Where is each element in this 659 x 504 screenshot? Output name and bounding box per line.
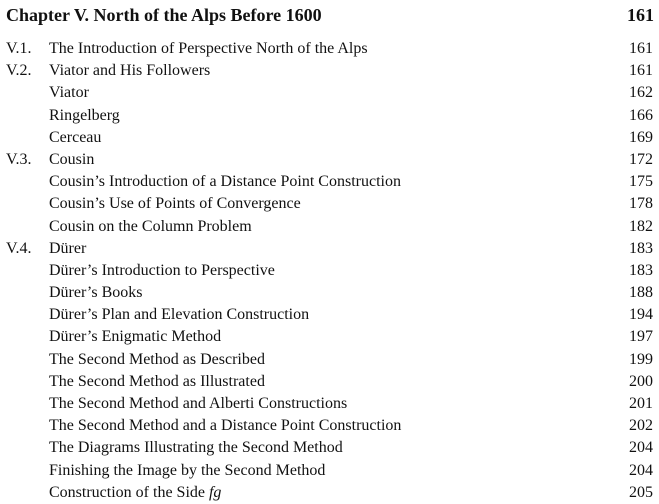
toc-entry <box>0 349 659 371</box>
entry-title-text: The Introduction of Perspective North of the Alps <box>49 40 368 57</box>
toc-entry <box>0 260 659 282</box>
entry-page-number: 178 <box>629 195 653 213</box>
toc-entry <box>0 149 659 171</box>
entry-title-text: The Second Method and a Distance Point Construction <box>49 417 402 435</box>
toc-entry <box>0 393 659 415</box>
entry-title-italic: fg <box>208 483 222 501</box>
entry-title <box>49 282 142 304</box>
toc-entry <box>0 193 659 215</box>
toc-entry <box>0 326 659 348</box>
toc-entry <box>0 171 659 193</box>
entry-title-text: Cousin <box>49 150 95 168</box>
entry-title <box>49 149 94 171</box>
entry-title-text: Cerceau <box>49 128 102 146</box>
entry-title <box>49 482 221 504</box>
section-number: V.4. <box>6 239 32 257</box>
entry-page-number: 201 <box>629 395 653 412</box>
entry-page-number: 197 <box>629 328 653 346</box>
entry-page-number: 166 <box>629 106 653 124</box>
toc-entry <box>0 105 659 127</box>
toc-entries <box>0 38 659 504</box>
toc-entry <box>0 437 659 459</box>
entry-title <box>49 193 301 215</box>
toc-entry <box>0 415 659 437</box>
entry-page-number: 205 <box>629 483 653 501</box>
entry-title <box>49 171 401 193</box>
entry-page-number: 204 <box>629 439 653 457</box>
toc-entry <box>0 60 659 82</box>
entry-title <box>49 82 89 104</box>
entry-title-text: Cousin on the Column Problem <box>49 217 252 235</box>
entry-title <box>49 38 368 60</box>
entry-title-text: Cousin’s Use of Points of Convergence <box>49 195 301 213</box>
entry-title-text: Construction of the Side <box>49 483 205 501</box>
entry-page-number: 183 <box>629 239 653 257</box>
entry-title <box>49 60 210 82</box>
toc-entry <box>0 38 659 60</box>
entry-page-number: 204 <box>629 461 653 479</box>
entry-page-number: 200 <box>629 372 653 390</box>
entry-page-number: 161 <box>629 62 653 80</box>
entry-title-text: Cousin’s Introduction of a Distance Point Construction <box>49 173 401 191</box>
entry-title-text: The Second Method as Described <box>49 350 265 368</box>
entry-page-number: 169 <box>629 128 653 146</box>
entry-page-number: 175 <box>629 173 653 191</box>
entry-page-number: 199 <box>629 350 653 368</box>
entry-title-text: Finishing the Image by the Second Method <box>49 461 326 479</box>
entry-title-text: Dürer’s Plan and Elevation Construction <box>49 306 310 324</box>
entry-title-text: Dürer’s Enigmatic Method <box>49 328 222 346</box>
entry-title-text: Dürer <box>49 239 87 257</box>
entry-title <box>49 216 252 238</box>
entry-title <box>49 105 120 127</box>
entry-page-number: 182 <box>629 217 653 235</box>
entry-title <box>49 393 347 415</box>
entry-page-number: 172 <box>629 150 653 168</box>
entry-title-text: The Diagrams Illustrating the Second Method <box>49 439 343 457</box>
entry-title <box>49 349 265 371</box>
entry-title-text: Ringelberg <box>49 106 120 124</box>
entry-title-text: Dürer’s Books <box>49 284 143 302</box>
chapter-heading <box>6 3 654 27</box>
entry-title-text: The Second Method and Alberti Constructions <box>49 395 348 412</box>
section-number: V.1. <box>6 40 32 57</box>
entry-title-text: Dürer’s Introduction to Perspective <box>49 261 275 279</box>
entry-title <box>49 238 86 260</box>
toc-entry <box>0 127 659 149</box>
toc-entry <box>0 482 659 504</box>
entry-title-text: Viator <box>49 84 89 102</box>
chapter-title: Chapter V. North of the Alps Before 1600 <box>6 5 322 25</box>
entry-page-number: 202 <box>629 417 653 435</box>
entry-page-number: 194 <box>629 306 653 324</box>
section-number: V.2. <box>6 62 32 80</box>
entry-title <box>49 326 221 348</box>
entry-title-text: Viator and His Followers <box>49 62 211 80</box>
toc-entry <box>0 282 659 304</box>
entry-title <box>49 304 309 326</box>
toc-entry <box>0 216 659 238</box>
toc-entry <box>0 238 659 260</box>
entry-page-number: 162 <box>629 84 653 102</box>
toc-entry <box>0 82 659 104</box>
toc-entry <box>0 460 659 482</box>
toc-entry <box>0 371 659 393</box>
section-number: V.3. <box>6 150 32 168</box>
entry-title <box>49 127 101 149</box>
entry-page-number: 183 <box>629 261 653 279</box>
entry-title <box>49 260 275 282</box>
entry-title <box>49 371 265 393</box>
entry-title <box>49 415 401 437</box>
toc-entry <box>0 304 659 326</box>
entry-title <box>49 460 325 482</box>
entry-title-text: The Second Method as Illustrated <box>49 372 265 390</box>
entry-page-number: 161 <box>629 40 653 57</box>
entry-title <box>49 437 343 459</box>
chapter-page-number: 161 <box>627 5 654 25</box>
entry-page-number: 188 <box>629 284 653 302</box>
